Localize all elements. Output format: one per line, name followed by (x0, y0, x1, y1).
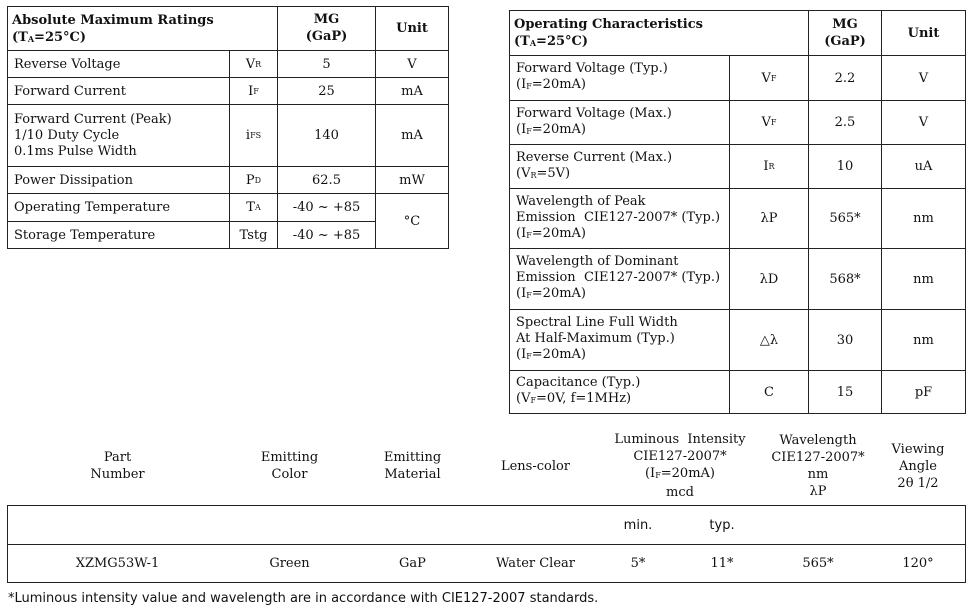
op-unit: nm (913, 332, 934, 348)
op-symbol: C (764, 384, 774, 400)
abs-table-title: Absolute Maximum Ratings $(T_A=25^\circ C)$ (12, 12, 272, 48)
part-number-cell: XZMG53W-1 (75, 556, 160, 571)
op-value: 15 (836, 384, 854, 400)
abs-symbol: i FS (245, 128, 262, 143)
abs-temp-unit: °C (403, 213, 421, 229)
abs-symbol: I F (248, 83, 259, 99)
part-number-header: Part Number (90, 450, 145, 482)
op-param: Wavelength of Peak Emission CIE127-2007* (Typ.) $(I_F=20mA)$ (516, 193, 721, 241)
op-value: 565* (829, 211, 861, 226)
emitting-color-header: Emitting Color (260, 450, 319, 482)
op-value: 2.2 (834, 70, 856, 86)
abs-param: Reverse Voltage (14, 56, 121, 72)
op-param: Spectral Line Full Width At Half-Maximum (Typ.) $(I_F=20mA)$ (516, 315, 678, 362)
luminous-intensity-header: Luminous Intensity CIE127-2007* $(I_F=20mA)$ mcd (614, 432, 746, 500)
abs-value: -40 ~ +85 (292, 200, 361, 215)
op-symbol: V F (761, 70, 777, 86)
lum-typ-cell: 11* (710, 556, 734, 571)
abs-unit: mA (401, 128, 423, 143)
abs-value: 5 (322, 56, 331, 72)
viewing-angle-header: Viewing Angle 2θ 1/2 (891, 441, 945, 491)
lens-color-header: Lens-color (500, 458, 571, 474)
op-unit: nm (913, 211, 934, 226)
abs-value: -40 ~ +85 (292, 227, 361, 243)
op-symbol: λD (759, 271, 779, 287)
op-unit: uA (914, 159, 933, 174)
lum-min-subheader: min. (623, 517, 653, 533)
footnote: *Luminous intensity value and wavelength are in accordance with CIE127-2007 standards. (8, 591, 599, 606)
wavelength-header: Wavelength CIE127-2007* nm λP (771, 433, 865, 499)
op-symbol: λP (760, 211, 778, 226)
op-param: Capacitance (Typ.) ($V_F=0V$, f=1MHz) (516, 375, 641, 406)
op-unit: nm (913, 271, 934, 287)
abs-param: Operating Temperature (14, 200, 171, 215)
abs-param: Power Dissipation (14, 172, 133, 188)
abs-param: Storage Temperature (14, 227, 156, 243)
abs-value: 140 (314, 128, 339, 143)
abs-symbol: V R (245, 56, 262, 72)
op-unit: pF (914, 384, 933, 400)
lum-min-cell: 5* (630, 556, 646, 571)
abs-col-mg: MG (GaP) (305, 12, 348, 44)
abs-symbol: P D (245, 172, 262, 188)
emitting-material-header: Emitting Material (383, 450, 442, 482)
op-col-mg: MG (GaP) (824, 17, 866, 49)
wavelength-cell: 565* (802, 556, 834, 571)
lum-typ-subheader: typ. (709, 517, 735, 533)
abs-symbol: Tstg (239, 227, 268, 243)
op-unit: V (918, 70, 929, 86)
op-param: Forward Voltage (Max.) $(I_F=20mA)$ (516, 105, 672, 137)
op-param: Wavelength of Dominant Emission CIE127-2007* (Typ.) $(I_F=20mA)$ (516, 254, 721, 301)
abs-unit: mW (399, 172, 425, 188)
abs-unit: mA (401, 83, 423, 99)
abs-col-unit: Unit (396, 20, 428, 36)
abs-table-condition: $(T_A=25^\circ C)$ (12, 30, 87, 45)
abs-param: Forward Current (14, 83, 126, 99)
abs-symbol: T A (246, 200, 261, 215)
abs-value: 62.5 (312, 172, 341, 188)
op-param: Forward Voltage (Typ.) $(I_F=20mA)$ (516, 61, 668, 92)
emitting-material-cell: GaP (399, 556, 426, 571)
lens-color-cell: Water Clear (495, 556, 575, 571)
abs-unit: V (407, 56, 417, 72)
op-param: Reverse Current (Max.) $(V_R=5V)$ (516, 149, 673, 181)
op-symbol: V F (761, 115, 777, 130)
op-table-condition: $(T_A=25^\circ C)$ (514, 34, 589, 49)
op-value: 10 (836, 159, 854, 174)
abs-value: 25 (318, 83, 335, 99)
op-value: 2.5 (834, 115, 856, 130)
op-symbol: I R (763, 159, 775, 174)
viewing-angle-cell: 120° (902, 556, 934, 571)
op-table-title: Operating Characteristics $(T_A=25^\circ C)$ (514, 16, 804, 52)
op-unit: V (918, 115, 929, 130)
op-symbol: △λ (759, 332, 779, 348)
emitting-color-cell: Green (269, 556, 310, 571)
op-col-unit: Unit (907, 25, 940, 41)
op-value: 30 (836, 332, 854, 348)
abs-param: Forward Current (Peak) 1/10 Duty Cycle 0.1ms Pulse Width (14, 111, 172, 159)
op-value: 568* (829, 271, 861, 287)
